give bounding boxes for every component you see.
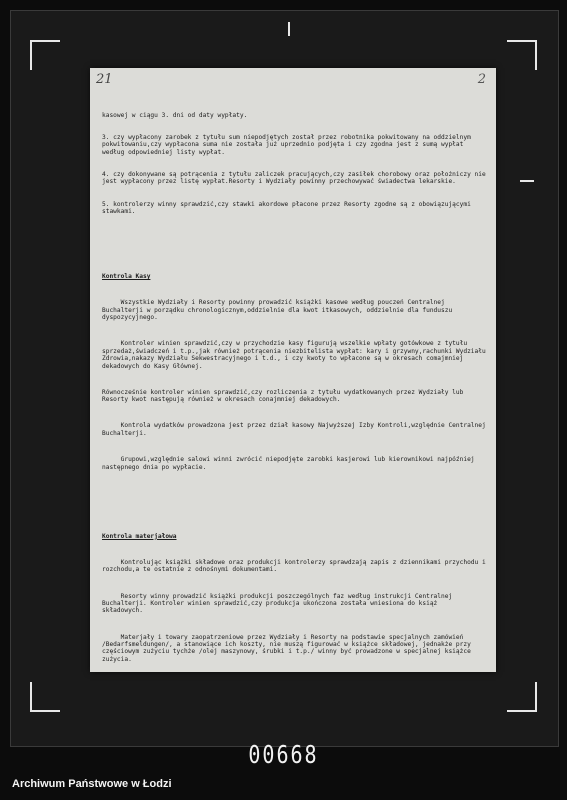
- registration-tick: [520, 180, 534, 182]
- paragraph: Grupowi,względnie salowi winni zwrócić niepodjęte zarobki kasjerowi lub kierownikowi najpóźniej następnego dnia po wypłacie.: [102, 456, 479, 471]
- document-text: [102, 82, 488, 672]
- page-number-right: 2: [477, 72, 486, 87]
- section-heading: Kontrola materjałowa: [102, 532, 177, 540]
- paragraph: Kontrolując książki składowe oraz produkcji kontrolerzy sprawdzają zapis z dziennikami przychodu i rozchodu,a te ostatnie z odnośnymi dokumentami.: [102, 558, 490, 574]
- corner-mark-top-left: [30, 40, 60, 70]
- page-number-left: 21: [96, 72, 113, 87]
- list-item: 3. czy wypłacony zarobek z tytułu sum niepodjętych został przez robotnika pokwitowany na oddzielnym pokwitowaniu,czy wypłacona suma nie została już uprzednio podjęta i czy zgodna jest z sumą wypłat według odpowiedniej listy wypłat.: [102, 133, 475, 156]
- paragraph: Kontroler winien sprawdzić,czy w przychodzie kasy figurują wszelkie wpłaty gotówkowe z tytułu sprzedaż,świadczeń i t.p.,jak również potrącenia niezbitelista wypłat: kary i grzywny,rachunki Wydziału Zdrowia,nakazy Wydziału Sekwestracyjnego i t.d., i czy kwoty to wpłacone są w okresach comajmniej dekadowych do Kasy Głównej.: [102, 340, 490, 370]
- list-item: 4. czy dokonywane są potrącenia z tytułu zaliczek pracujących,czy zasiłek chorobowy oraz położniczy nie jest wypłacony przez listę wypłat.Resorty i Wydziały powinny przechowywać świadectwa lekarskie.: [102, 170, 490, 186]
- section-kontrola-kasy: [102, 252, 488, 489]
- scanned-document-page: [90, 68, 496, 672]
- section-heading: Kontrola Kasy: [102, 273, 151, 281]
- paragraph: Resorty winny prowadzić książki produkcji poszczególnych faz według instrukcji Centralnej Buchalterji. Kontroler winien sprawdzić,czy produkcja ukończona została wniesiona do książ składowych.: [102, 592, 456, 615]
- archive-name: Archiwum Państwowe w Łodzi: [12, 778, 172, 790]
- corner-mark-bottom-left: [30, 682, 60, 712]
- corner-mark-bottom-right: [507, 682, 537, 712]
- paragraph: Równocześnie kontroler winien sprawdzić,czy rozliczenia z tytułu wydatkowanych przez Wydziały lub Resorty kwot następują również w okresach conajmniej dekadowych.: [102, 388, 468, 404]
- list-item: 5. kontrolerzy winny sprawdzić,czy stawki akordowe płacone przez Resorty zgodne są z obowiązującymi stawkami.: [102, 200, 475, 215]
- corner-mark-top-right: [507, 40, 537, 70]
- paragraph: Kontrola wydatków prowadzona jest przez dział kasowy Najwyższej Izby Kontroli,względnie Centralnej Buchalterji.: [102, 422, 490, 437]
- paragraph: Materjały i towary zaopatrzeniowe przez Wydziały i Resorty na podstawie specjalnych zamówień /Bedarfsmeldungen/, a stanowiące ich koszty, nie muszą figurować w książce składowej, jednakże przy częściowym zużyciu tychże /olej maszynowy, śrubki i t.p./ winny być prowadzone w specjalnej książce zużycia.: [102, 633, 475, 663]
- paragraph: Wszystkie Wydziały i Resorty powinny prowadzić książki kasowe według pouczeń Centralnej Buchalterji w porządku chronologicznym,oddzielnie dla kwot itkasowych, oddzielnie dla funduszu dyspozycyjnego.: [102, 299, 456, 322]
- registration-tick: [288, 22, 290, 36]
- list-item: kasowej w ciągu 3. dni od daty wypłaty.: [102, 111, 248, 119]
- top-list: [102, 97, 488, 230]
- section-kontrola-materjalowa: [102, 512, 488, 672]
- frame-number: 00668: [248, 739, 319, 769]
